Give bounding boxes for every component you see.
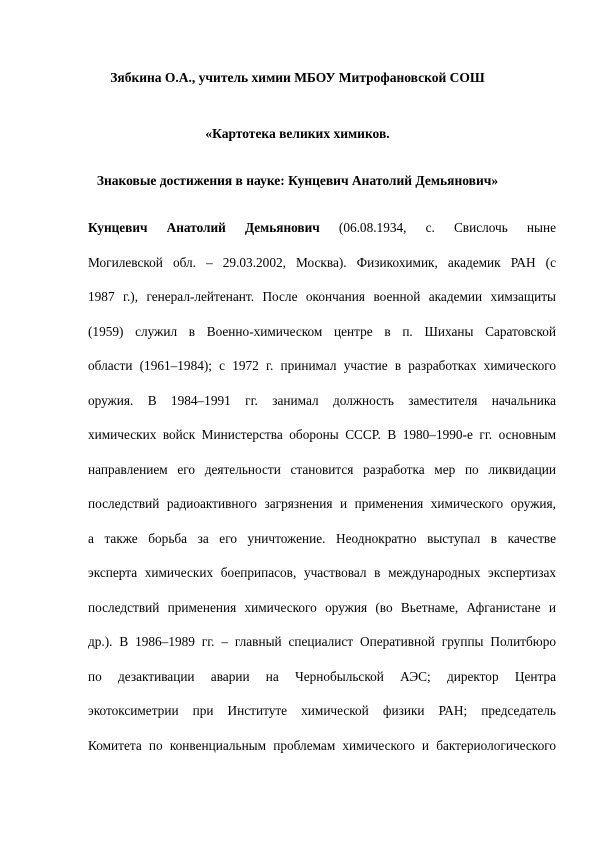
paragraph-line: последствий радиоактивного загрязнения и применения химического оружия, [88, 496, 556, 511]
paragraph-line: Могилевской обл. – 29.03.2002, Москва). Физикохимик, академик РАН (с [88, 254, 556, 270]
title-line-2: Знаковые достижения в науке: Кунцевич Анатолий Демьянович» [96, 173, 499, 188]
paragraph-line: 1987 г.), генерал-лейтенант. После окончания военной академии химзащиты [88, 289, 556, 304]
paragraph-line: Комитета по конвенциальным проблемам химического и бактериологического [88, 737, 556, 753]
paragraph-line: химических войск Министерства обороны СССР. В 1980–1990-е гг. основным [88, 427, 556, 442]
paragraph-line: по дезактивации аварии на Чернобыльской АЭС; директор Центра [88, 668, 556, 684]
author-line: Зябкина О.А., учитель химии МБОУ Митрофановской СОШ [110, 70, 485, 85]
paragraph-line: (1959) служил в Военно-химическом центре в п. Шиханы Саратовской [88, 323, 556, 339]
biography-paragraph [88, 218, 556, 770]
paragraph-line: а также борьба за его уничтожение. Неоднократно выступал в качестве [88, 530, 556, 546]
paragraph-line: оружия. В 1984–1991 гг. занимал должность заместителя начальника [88, 392, 556, 408]
paragraph-line-1-text: (06.08.1934, с. Свислочь ныне [319, 220, 556, 235]
paragraph-line: области (1961–1984); с 1972 г. принимал участие в разработках химического [88, 358, 556, 373]
paragraph-line: направлением его деятельности становится разработка мер по ликвидации [88, 461, 556, 477]
person-name: Кунцевич Анатолий Демьянович [88, 220, 320, 235]
title-line-1: «Картотека великих химиков. [205, 126, 390, 141]
paragraph-line: последствий применения химического оружия (во Вьетнаме, Афганистане и [88, 599, 556, 615]
paragraph-line: эксперта химических боеприпасов, участвовал в международных экспертизах [88, 565, 556, 580]
paragraph-line: экотоксиметрии при Институте химической физики РАН; председатель [88, 703, 556, 718]
paragraph-line-1 [88, 218, 556, 253]
paragraph-line: др.). В 1986–1989 гг. – главный специалист Оперативной группы Политбюро [88, 634, 556, 649]
